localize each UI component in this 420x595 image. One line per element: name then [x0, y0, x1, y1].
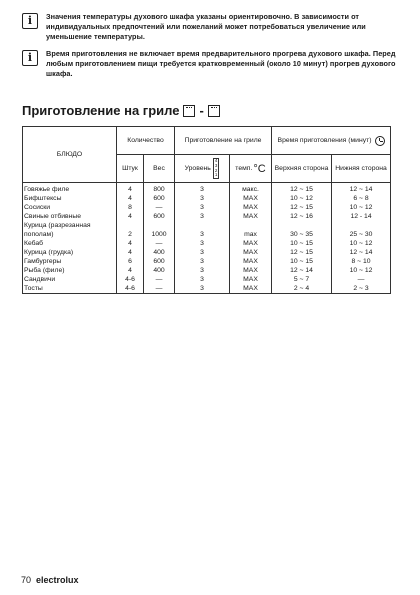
cell-temperature: [230, 221, 272, 230]
cell-pieces: [117, 221, 144, 230]
cell-dish-name: Курица (грудка): [23, 248, 117, 257]
table-row: [23, 212, 391, 221]
header-levels-text: Уровень: [184, 164, 211, 172]
cell-pieces: 4: [128, 186, 132, 193]
cell-time-top: 12 ~ 15: [290, 186, 313, 193]
cell-weight: —: [144, 275, 175, 284]
cell-time-top: 12 ~ 15: [290, 204, 313, 211]
info-note-temperature: [22, 12, 400, 42]
cell-weight: —: [144, 203, 175, 212]
cell-time-bottom: [332, 221, 391, 230]
cell-time-top: 12 ~ 15: [290, 249, 313, 256]
header-temp: [230, 155, 272, 183]
cell-temperature: MAX: [230, 275, 272, 284]
header-time-text: Время приготовления (минут): [277, 136, 372, 144]
cell-temperature: MAX: [230, 239, 272, 248]
cell-weight: 600: [144, 194, 175, 203]
table-row: [23, 239, 391, 248]
cell-pieces: 6: [128, 258, 132, 265]
cell-dish-name: Курица (разрезанная: [23, 221, 117, 230]
cell-dish-name: Гамбургеры: [23, 257, 117, 266]
cell-pieces: 4: [128, 195, 132, 202]
cell-temperature: MAX: [230, 284, 272, 294]
cell-level: 3: [200, 267, 204, 274]
cell-temperature: макс.: [230, 183, 272, 195]
cell-time-bottom: 8 ~ 10: [332, 257, 391, 266]
cell-time-bottom: 12 - 14: [332, 212, 391, 221]
section-title: [22, 103, 222, 118]
header-quantity: Количество: [117, 127, 175, 155]
cell-level: 3: [200, 231, 204, 238]
cell-pieces: 4: [128, 213, 132, 220]
cell-time-bottom: 25 ~ 30: [332, 230, 391, 239]
cell-level: 3: [200, 258, 204, 265]
cell-time-bottom: —: [332, 275, 391, 284]
page-number: 70: [21, 575, 32, 585]
cell-dish-name: Сосиски: [23, 203, 117, 212]
header-dish: БЛЮДО: [23, 127, 117, 183]
cell-level: 3: [200, 204, 204, 211]
brand-name: electrolux: [36, 575, 79, 585]
cell-level: 3: [200, 186, 204, 193]
cell-time-top: 10 ~ 12: [290, 195, 313, 202]
cell-dish-name: пополам): [23, 230, 117, 239]
cell-temperature: MAX: [230, 266, 272, 275]
cell-time-top: 10 ~ 15: [290, 258, 313, 265]
header-pieces: Штук: [117, 155, 144, 183]
cell-pieces: 8: [128, 204, 132, 211]
cell-temperature: MAX: [230, 203, 272, 212]
title-dash: -: [199, 103, 204, 118]
header-temp-unit: °C: [253, 162, 266, 175]
clock-icon: [375, 136, 385, 146]
header-bottom-side: Нижняя сторона: [332, 155, 391, 183]
table-body: [23, 183, 391, 294]
cell-time-bottom: 10 ~ 12: [332, 203, 391, 212]
cell-weight: —: [144, 239, 175, 248]
table-row: [23, 275, 391, 284]
cell-weight: 1000: [144, 230, 175, 239]
table-row: [23, 257, 391, 266]
info-icon: i: [22, 50, 38, 66]
cell-weight: 600: [144, 257, 175, 266]
cell-level: 3: [200, 240, 204, 247]
cell-dish-name: Бифштексы: [23, 194, 117, 203]
note-text: Значения температуры духового шкафа указаны ориентировочно. В зависимости от индивидуальных предпочтений или пожеланий может потребоваться увеличение или уменьшение температуры.: [46, 12, 366, 41]
table-row: [23, 266, 391, 275]
cell-time-top: 10 ~ 15: [290, 240, 313, 247]
header-top-side: Верхняя сторона: [272, 155, 332, 183]
section-title-text: Приготовление на гриле: [22, 103, 180, 118]
cell-pieces: 2: [128, 231, 132, 238]
table-row: [23, 203, 391, 212]
table-row: [23, 183, 391, 195]
level-number: 2: [214, 167, 218, 173]
grilling-table: [22, 126, 391, 294]
header-levels: [175, 155, 230, 183]
grill-full-icon: [208, 105, 220, 117]
table-row: [23, 248, 391, 257]
cell-time-top: 5 ~ 7: [293, 276, 310, 283]
level-number: 3: [214, 162, 218, 168]
cell-time-top: 30 ~ 35: [290, 231, 313, 238]
cell-dish-name: Тосты: [23, 284, 117, 294]
cell-time-top: 12 ~ 16: [290, 213, 313, 220]
cell-level: [175, 221, 230, 230]
cell-temperature: MAX: [230, 248, 272, 257]
page-footer: [21, 575, 79, 585]
cell-dish-name: Говяжье филе: [23, 183, 117, 195]
table-row: [23, 284, 391, 294]
cell-time-bottom: 10 ~ 12: [332, 239, 391, 248]
cell-time-bottom: 10 ~ 12: [332, 266, 391, 275]
cell-dish-name: Сандвичи: [23, 275, 117, 284]
cell-weight: 400: [144, 248, 175, 257]
info-icon: i: [22, 13, 38, 29]
cell-dish-name: Кебаб: [23, 239, 117, 248]
cell-temperature: MAX: [230, 257, 272, 266]
grill-top-icon: [183, 105, 195, 117]
cell-level: 3: [200, 285, 204, 292]
level-number: 4: [214, 158, 218, 164]
cell-time-bottom: 12 ~ 14: [332, 183, 391, 195]
cell-weight: —: [144, 284, 175, 294]
cell-pieces: 4: [128, 249, 132, 256]
cell-weight: 600: [144, 212, 175, 221]
cell-time-top: 2 ~ 4: [293, 285, 310, 292]
table-row: [23, 221, 391, 230]
cell-time-top: [272, 221, 332, 230]
cell-time-bottom: 2 ~ 3: [332, 284, 391, 294]
header-temp-text: темп.: [235, 164, 253, 172]
note-text: Время приготовления не включает время предварительного прогрева духового шкафа. Перед любым приготовлением пищи требуется кратковременный (около 10 минут) прогрев духового шкафа.: [46, 49, 396, 78]
cell-pieces: 4: [128, 240, 132, 247]
info-note-preheat: [22, 49, 400, 79]
level-indicator-icon: [213, 158, 220, 178]
table-row: [23, 230, 391, 239]
cell-pieces: 4-6: [125, 276, 135, 283]
cell-temperature: MAX: [230, 194, 272, 203]
cell-weight: [144, 221, 175, 230]
cell-pieces: 4-6: [125, 285, 135, 292]
header-grill: Приготовление на гриле: [175, 127, 272, 155]
cell-dish-name: Рыба (филе): [23, 266, 117, 275]
cell-temperature: max: [230, 230, 272, 239]
cell-dish-name: Свиные отбивные: [23, 212, 117, 221]
header-time: [272, 127, 391, 155]
level-number: 1: [214, 172, 218, 178]
cell-weight: 400: [144, 266, 175, 275]
header-weight: Вес: [144, 155, 175, 183]
cell-level: 3: [200, 249, 204, 256]
cell-weight: 800: [144, 183, 175, 195]
table-row: [23, 194, 391, 203]
cell-time-bottom: 12 ~ 14: [332, 248, 391, 257]
cell-level: 3: [200, 213, 204, 220]
cell-time-top: 12 ~ 14: [290, 267, 313, 274]
cell-temperature: MAX: [230, 212, 272, 221]
cell-level: 3: [200, 276, 204, 283]
cell-level: 3: [200, 195, 204, 202]
cell-pieces: 4: [128, 267, 132, 274]
cell-time-bottom: 6 ~ 8: [332, 194, 391, 203]
